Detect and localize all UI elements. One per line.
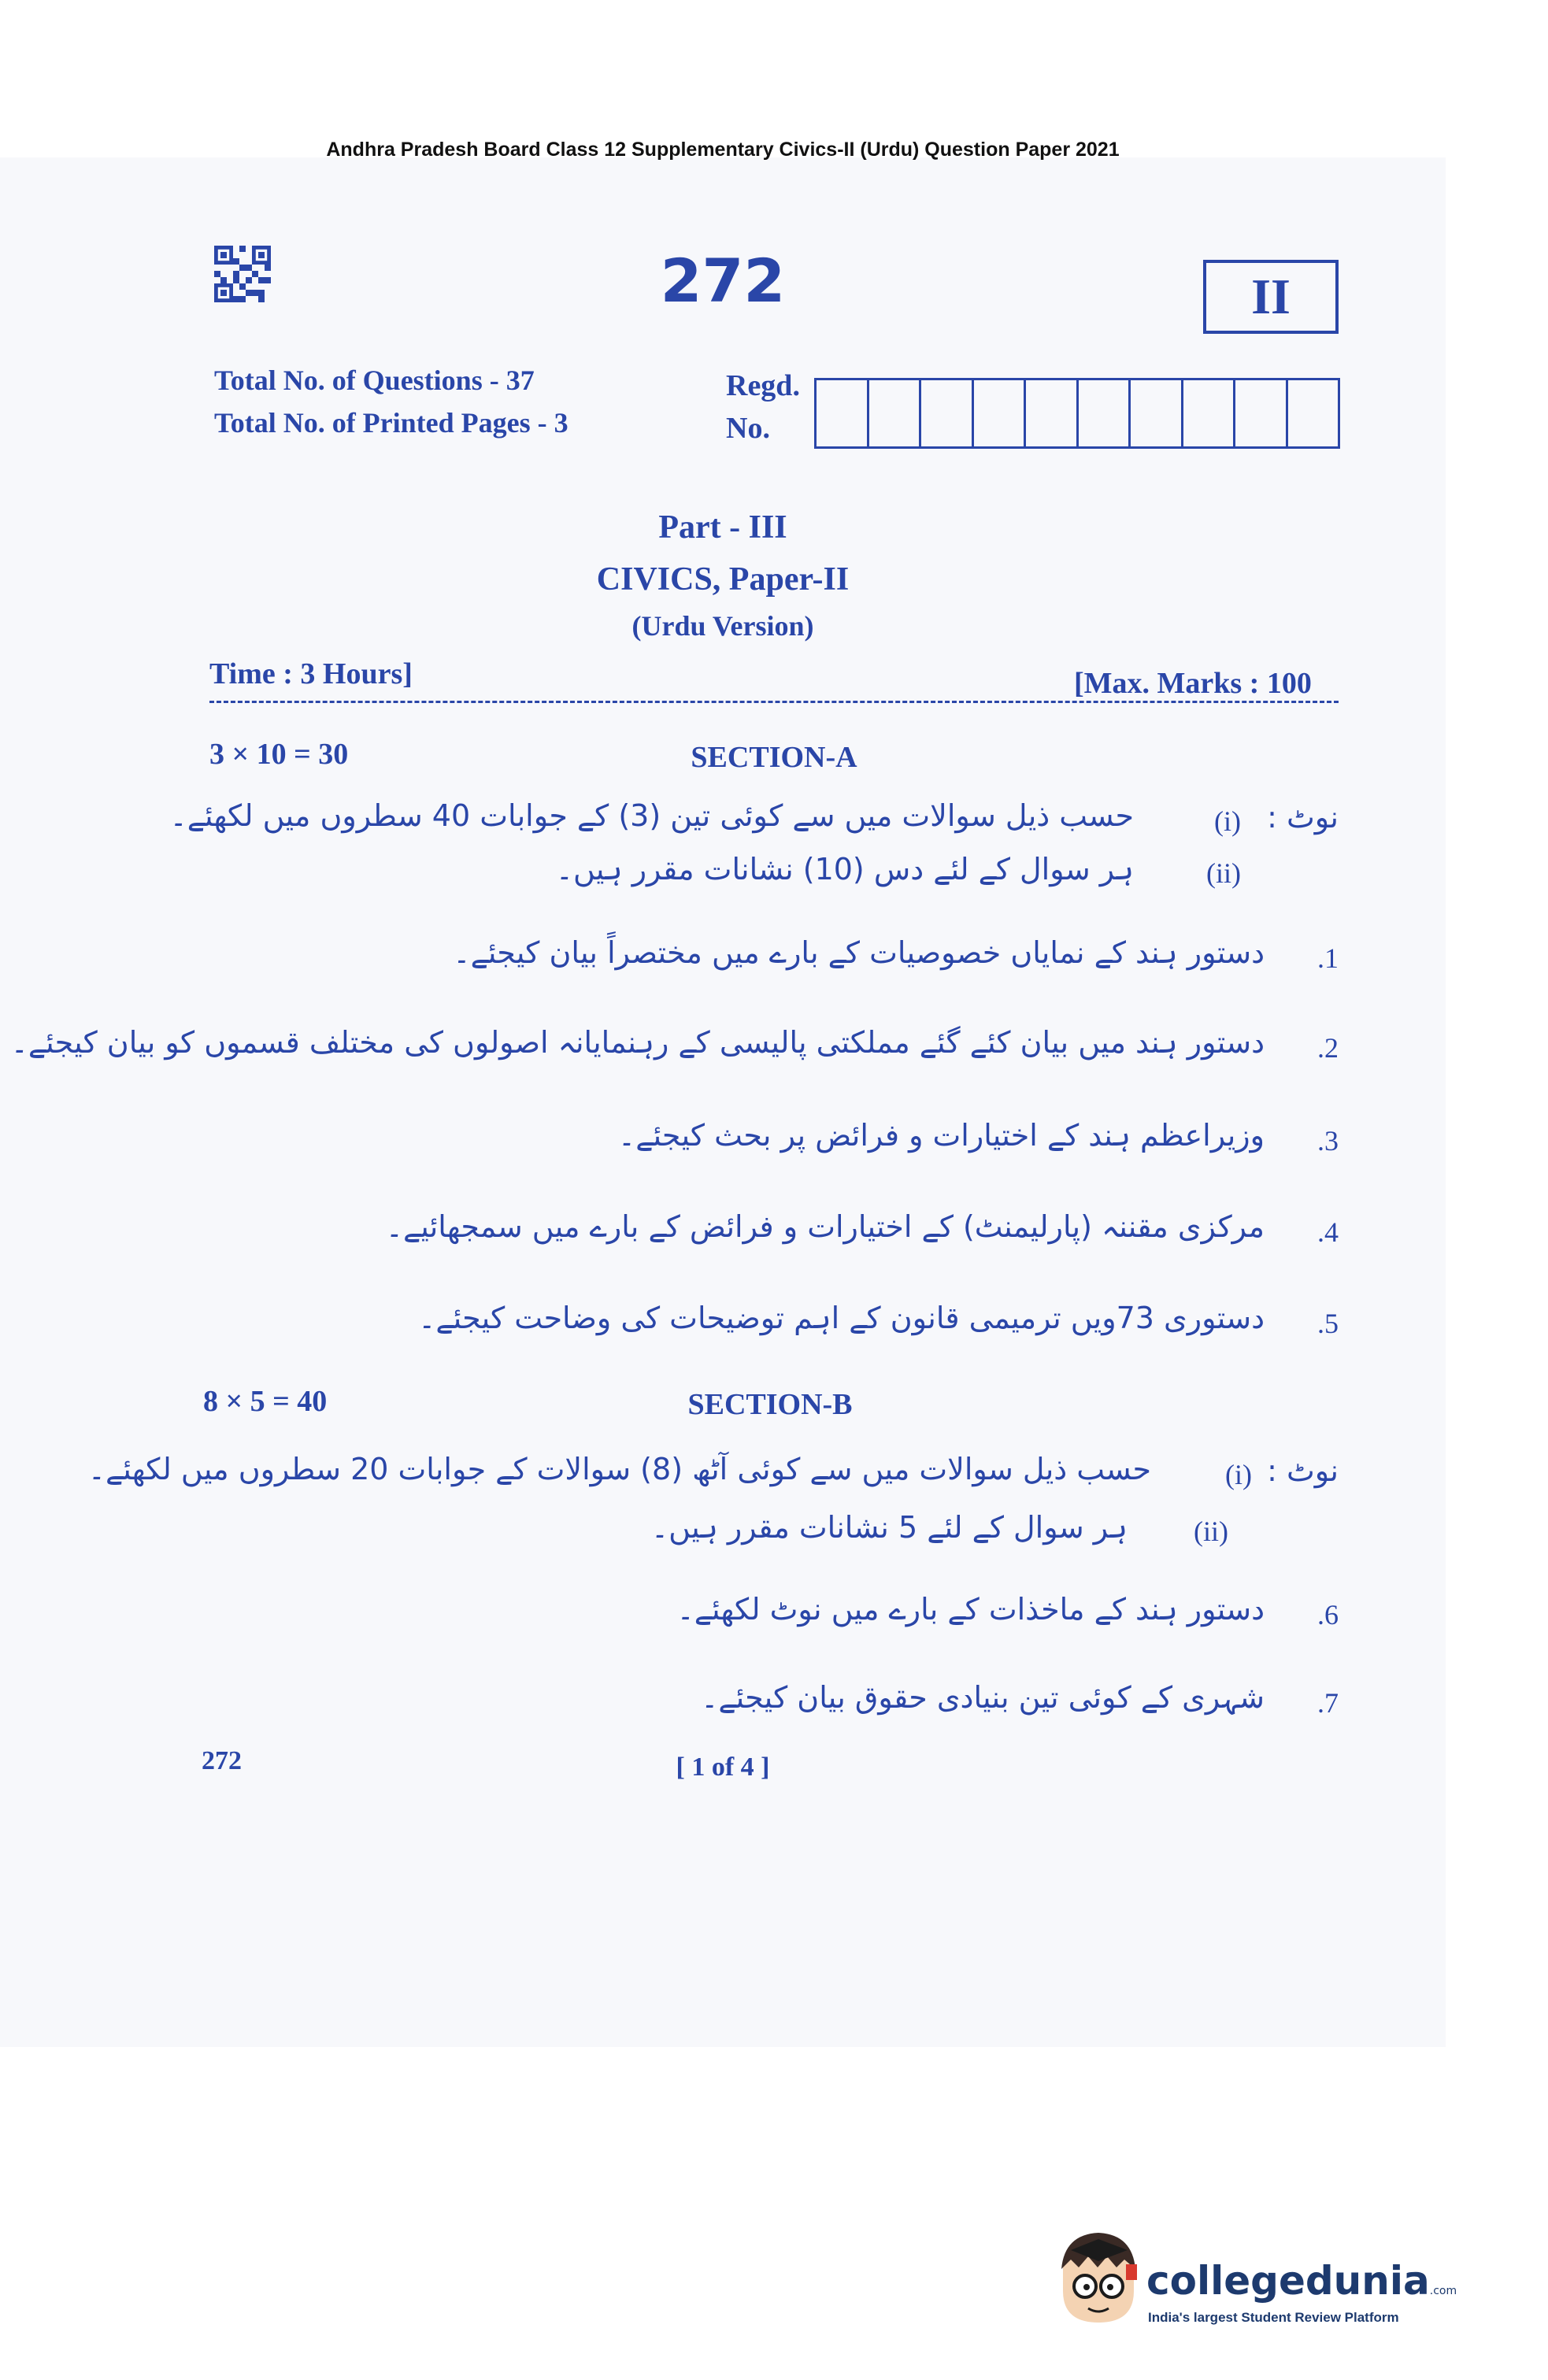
registration-number-boxes [814, 378, 1340, 449]
regd-box [974, 380, 1027, 446]
regd-box [1131, 380, 1183, 446]
question-number: .6 [1317, 1599, 1339, 1630]
section-b-note-2: ہر سوال کے لئے 5 نشانات مقرر ہیں۔ [650, 1510, 1128, 1545]
question-text: مرکزی مقننہ (پارلیمنٹ) کے اختیارات و فرائض کے بارے میں سمجھائیے۔ [385, 1209, 1265, 1244]
version-title: (Urdu Version) [631, 610, 814, 642]
question-text: دستوری 73ویں ترمیمی قانون کے اہم توضیحات کی وضاحت کیجئے۔ [418, 1301, 1265, 1335]
question-number: .4 [1317, 1216, 1339, 1248]
question-text: دستور ہند کے نمایاں خصوصیات کے بارے میں مختصراً بیان کیجئے۔ [453, 935, 1265, 970]
question-text: شہری کے کوئی تین بنیادی حقوق بیان کیجئے۔ [701, 1680, 1265, 1715]
question-number: .7 [1317, 1687, 1339, 1719]
time-label: Time : 3 Hours] [209, 657, 413, 690]
section-b-note-1: حسب ذیل سوالات میں سے کوئی آٹھ (8) سوالات کے جوابات 20 سطروں میں لکھئے۔ [87, 1452, 1151, 1486]
document-title: Andhra Pradesh Board Class 12 Supplementary Civics-II (Urdu) Question Paper 2021 [326, 139, 1120, 161]
section-a-note-2: ہر سوال کے لئے دس (10) نشانات مقرر ہیں۔ [555, 852, 1134, 886]
regd-no-label: No. [726, 412, 770, 445]
regd-box [1079, 380, 1131, 446]
brand-name [1146, 2258, 1457, 2304]
collegedunia-mascot-icon [1055, 2228, 1142, 2330]
footer-paper-code: 272 [202, 1746, 242, 1775]
section-b-title: SECTION-B [687, 1388, 853, 1421]
section-b-note-2-number: (ii) [1194, 1516, 1228, 1547]
subject-title: CIVICS, Paper-II [596, 561, 850, 598]
max-marks-label: [Max. Marks : 100 [1074, 667, 1312, 700]
section-a-marks: 3 × 10 = 30 [209, 738, 349, 771]
section-a-note-1: حسب ذیل سوالات میں سے کوئی تین (3) کے جوابات 40 سطروں میں لکھئے۔ [169, 798, 1134, 833]
regd-label: Regd. [726, 369, 800, 402]
set-label-box: II [1203, 260, 1339, 334]
regd-box [1235, 380, 1288, 446]
question-number: .2 [1317, 1032, 1339, 1064]
regd-box [869, 380, 922, 446]
regd-box [1183, 380, 1236, 446]
total-questions: Total No. of Questions - 37 [214, 365, 535, 396]
question-number: .3 [1317, 1125, 1339, 1157]
brand-name-text: collegedunia [1146, 2258, 1430, 2304]
question-number: .1 [1317, 942, 1339, 974]
part-title: Part - III [658, 509, 787, 546]
regd-box [1026, 380, 1079, 446]
section-a-title: SECTION-A [691, 741, 857, 774]
question-text: وزیراعظم ہند کے اختیارات و فرائض پر بحث کیجئے۔ [617, 1118, 1265, 1153]
section-a-note-label: نوٹ : [1267, 800, 1339, 835]
total-printed-pages: Total No. of Printed Pages - 3 [214, 407, 568, 439]
section-b-note-label: نوٹ : [1267, 1453, 1339, 1488]
section-b-marks: 8 × 5 = 40 [203, 1385, 328, 1418]
brand-tagline: India's largest Student Review Platform [1148, 2310, 1399, 2325]
regd-box [1288, 380, 1339, 446]
section-a-note-1-number: (i) [1214, 805, 1241, 837]
brand-suffix: .com [1429, 2285, 1457, 2297]
footer-page-number: [ 1 of 4 ] [676, 1753, 770, 1782]
question-text: دستور ہند کے ماخذات کے بارے میں نوٹ لکھئے۔ [676, 1592, 1265, 1627]
question-text: دستور ہند میں بیان کئے گئے مملکتی پالیسی کے رہنمایانہ اصولوں کی مختلف قسموں کو بیان کیجئے۔ [10, 1025, 1265, 1060]
section-a-note-2-number: (ii) [1206, 857, 1241, 889]
header-divider [209, 701, 1339, 703]
regd-box [921, 380, 974, 446]
paper-code: 272 [660, 246, 786, 316]
regd-box [817, 380, 869, 446]
question-number: .5 [1317, 1308, 1339, 1339]
section-b-note-1-number: (i) [1225, 1459, 1252, 1490]
